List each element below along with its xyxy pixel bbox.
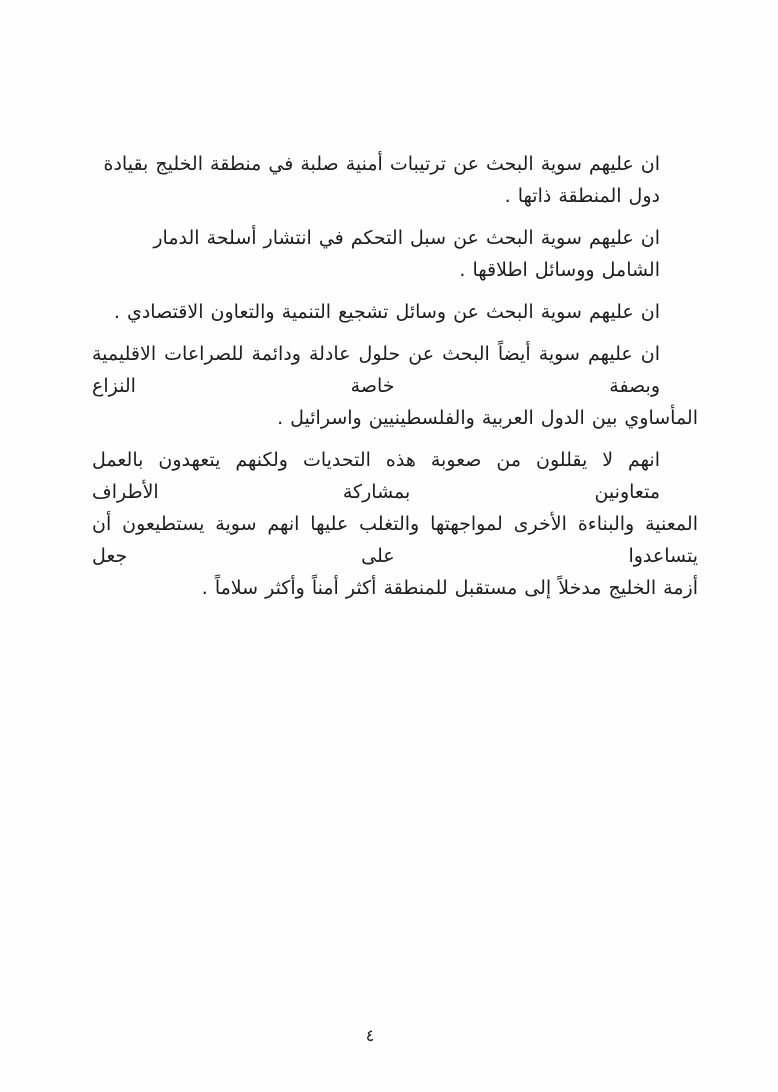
paragraph [92, 444, 698, 604]
document-body [92, 148, 698, 614]
paragraph [92, 296, 698, 328]
paragraph-line: انهم لا يقللون من صعوبة هذه التحديات ولكنهم يتعهدون بالعمل متعاونين بمشاركة الأطراف [92, 449, 660, 503]
paragraph-line: المعنية والبناءة الأخرى لمواجهتها والتغلب عليها انهم سوية يستطيعون أن يتساعدوا على جعل [92, 513, 698, 567]
paragraph-line: المأساوي بين الدول العربية والفلسطينيين واسرائيل . [277, 407, 698, 429]
paragraph-line: أزمة الخليج مدخلاً إلى مستقبل للمنطقة أكثر أمناً وأكثر سلاماً . [201, 577, 698, 599]
paragraph-line: ان عليهم سوية البحث عن وسائل تشجيع التنمية والتعاون الاقتصادي . [113, 301, 660, 323]
paragraph [92, 148, 698, 212]
paragraph-line: ان عليهم سوية البحث عن سبل التحكم في انتشار أسلحة الدمار الشامل ووسائل اطلاقها . [153, 227, 660, 281]
paragraph-line: ان عليهم سوية البحث عن ترتيبات أمنية صلبة في منطقة الخليج بقيادة دول المنطقة ذاتها . [103, 153, 660, 207]
paragraph [92, 222, 698, 286]
paragraph [92, 338, 698, 434]
paragraph-line: ان عليهم سوية أيضاً البحث عن حلول عادلة ودائمة للصراعات الاقليمية وبصفة خاصة النزاع [92, 343, 660, 397]
page-number: ٤ [365, 1026, 375, 1045]
